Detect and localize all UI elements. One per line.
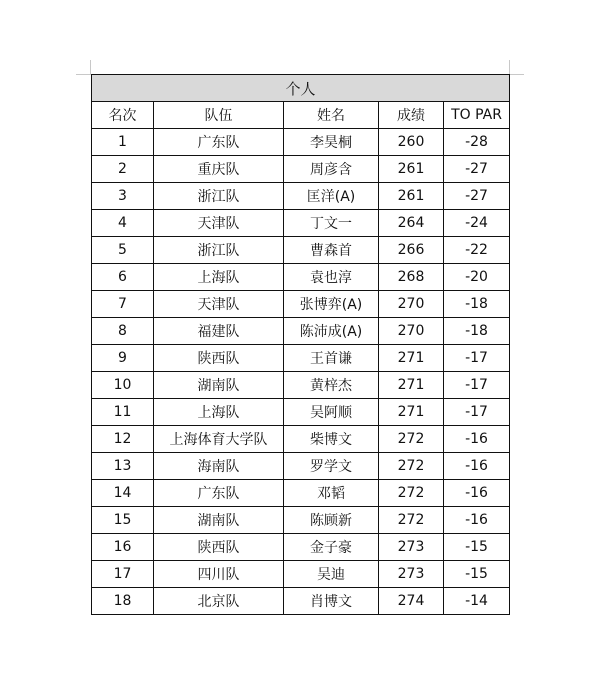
- to-par-cell: -17: [444, 399, 510, 426]
- to-par-cell: -15: [444, 534, 510, 561]
- score-cell: 272: [379, 426, 444, 453]
- player-name-cell: 李昊桐: [284, 129, 379, 156]
- header-name: 姓名: [284, 102, 379, 129]
- table-title-row: [92, 75, 510, 102]
- rank-cell: 1: [92, 129, 154, 156]
- team-cell: 广东队: [154, 129, 284, 156]
- score-cell: 272: [379, 507, 444, 534]
- to-par-cell: -24: [444, 210, 510, 237]
- player-name-cell: 吴阿顺: [284, 399, 379, 426]
- score-cell: 271: [379, 345, 444, 372]
- table-row: [92, 264, 510, 291]
- team-cell: 上海队: [154, 399, 284, 426]
- score-cell: 261: [379, 156, 444, 183]
- to-par-cell: -14: [444, 588, 510, 615]
- to-par-cell: -27: [444, 156, 510, 183]
- to-par-cell: -16: [444, 507, 510, 534]
- table-row: [92, 534, 510, 561]
- score-cell: 272: [379, 453, 444, 480]
- to-par-cell: -18: [444, 318, 510, 345]
- team-cell: 重庆队: [154, 156, 284, 183]
- player-name-cell: 王首谦: [284, 345, 379, 372]
- player-name-cell: 匡洋(A): [284, 183, 379, 210]
- rank-cell: 15: [92, 507, 154, 534]
- player-name-cell: 吴迪: [284, 561, 379, 588]
- rank-cell: 16: [92, 534, 154, 561]
- header-rank: 名次: [92, 102, 154, 129]
- rank-cell: 14: [92, 480, 154, 507]
- table-row: [92, 156, 510, 183]
- table-row: [92, 372, 510, 399]
- team-cell: 天津队: [154, 210, 284, 237]
- table-title: 个人: [92, 75, 510, 102]
- header-to-par: TO PAR: [444, 102, 510, 129]
- score-cell: 260: [379, 129, 444, 156]
- player-name-cell: 肖博文: [284, 588, 379, 615]
- team-cell: 海南队: [154, 453, 284, 480]
- rank-cell: 13: [92, 453, 154, 480]
- score-cell: 274: [379, 588, 444, 615]
- rank-cell: 5: [92, 237, 154, 264]
- score-cell: 273: [379, 561, 444, 588]
- table-row: [92, 237, 510, 264]
- player-name-cell: 罗学文: [284, 453, 379, 480]
- team-cell: 上海队: [154, 264, 284, 291]
- table-row: [92, 291, 510, 318]
- table-row: [92, 210, 510, 237]
- rank-cell: 11: [92, 399, 154, 426]
- score-cell: 264: [379, 210, 444, 237]
- table-row: [92, 588, 510, 615]
- player-name-cell: 金子豪: [284, 534, 379, 561]
- header-team: 队伍: [154, 102, 284, 129]
- to-par-cell: -16: [444, 480, 510, 507]
- table-row: [92, 318, 510, 345]
- rank-cell: 4: [92, 210, 154, 237]
- score-cell: 270: [379, 291, 444, 318]
- rank-cell: 10: [92, 372, 154, 399]
- to-par-cell: -22: [444, 237, 510, 264]
- rank-cell: 7: [92, 291, 154, 318]
- to-par-cell: -17: [444, 372, 510, 399]
- page-corner-mark-top-left: [76, 60, 91, 75]
- score-cell: 271: [379, 399, 444, 426]
- score-cell: 271: [379, 372, 444, 399]
- team-cell: 北京队: [154, 588, 284, 615]
- table-row: [92, 480, 510, 507]
- team-cell: 福建队: [154, 318, 284, 345]
- score-cell: 261: [379, 183, 444, 210]
- player-name-cell: 陈顾新: [284, 507, 379, 534]
- team-cell: 四川队: [154, 561, 284, 588]
- team-cell: 湖南队: [154, 372, 284, 399]
- team-cell: 湖南队: [154, 507, 284, 534]
- player-name-cell: 张博弈(A): [284, 291, 379, 318]
- to-par-cell: -17: [444, 345, 510, 372]
- score-cell: 266: [379, 237, 444, 264]
- score-cell: 272: [379, 480, 444, 507]
- rank-cell: 3: [92, 183, 154, 210]
- table-header-row: [92, 102, 510, 129]
- team-cell: 上海体育大学队: [154, 426, 284, 453]
- table-row: [92, 561, 510, 588]
- table-row: [92, 345, 510, 372]
- rank-cell: 9: [92, 345, 154, 372]
- to-par-cell: -18: [444, 291, 510, 318]
- team-cell: 陕西队: [154, 534, 284, 561]
- player-name-cell: 陈沛成(A): [284, 318, 379, 345]
- table-row: [92, 129, 510, 156]
- individual-results-table: [91, 74, 510, 615]
- table-row: [92, 453, 510, 480]
- table-row: [92, 183, 510, 210]
- player-name-cell: 黄梓杰: [284, 372, 379, 399]
- player-name-cell: 袁也淳: [284, 264, 379, 291]
- to-par-cell: -16: [444, 426, 510, 453]
- player-name-cell: 曹森首: [284, 237, 379, 264]
- to-par-cell: -16: [444, 453, 510, 480]
- player-name-cell: 柴博文: [284, 426, 379, 453]
- table-row: [92, 426, 510, 453]
- header-score: 成绩: [379, 102, 444, 129]
- team-cell: 陕西队: [154, 345, 284, 372]
- rank-cell: 6: [92, 264, 154, 291]
- rank-cell: 17: [92, 561, 154, 588]
- table-row: [92, 507, 510, 534]
- rank-cell: 2: [92, 156, 154, 183]
- to-par-cell: -20: [444, 264, 510, 291]
- page-corner-mark-top-right: [509, 60, 524, 75]
- player-name-cell: 周彦含: [284, 156, 379, 183]
- score-cell: 268: [379, 264, 444, 291]
- rank-cell: 18: [92, 588, 154, 615]
- to-par-cell: -15: [444, 561, 510, 588]
- score-cell: 270: [379, 318, 444, 345]
- to-par-cell: -28: [444, 129, 510, 156]
- team-cell: 广东队: [154, 480, 284, 507]
- table-row: [92, 399, 510, 426]
- team-cell: 浙江队: [154, 183, 284, 210]
- rank-cell: 12: [92, 426, 154, 453]
- player-name-cell: 丁文一: [284, 210, 379, 237]
- table-body: [92, 129, 510, 615]
- team-cell: 浙江队: [154, 237, 284, 264]
- to-par-cell: -27: [444, 183, 510, 210]
- team-cell: 天津队: [154, 291, 284, 318]
- score-cell: 273: [379, 534, 444, 561]
- rank-cell: 8: [92, 318, 154, 345]
- player-name-cell: 邓韬: [284, 480, 379, 507]
